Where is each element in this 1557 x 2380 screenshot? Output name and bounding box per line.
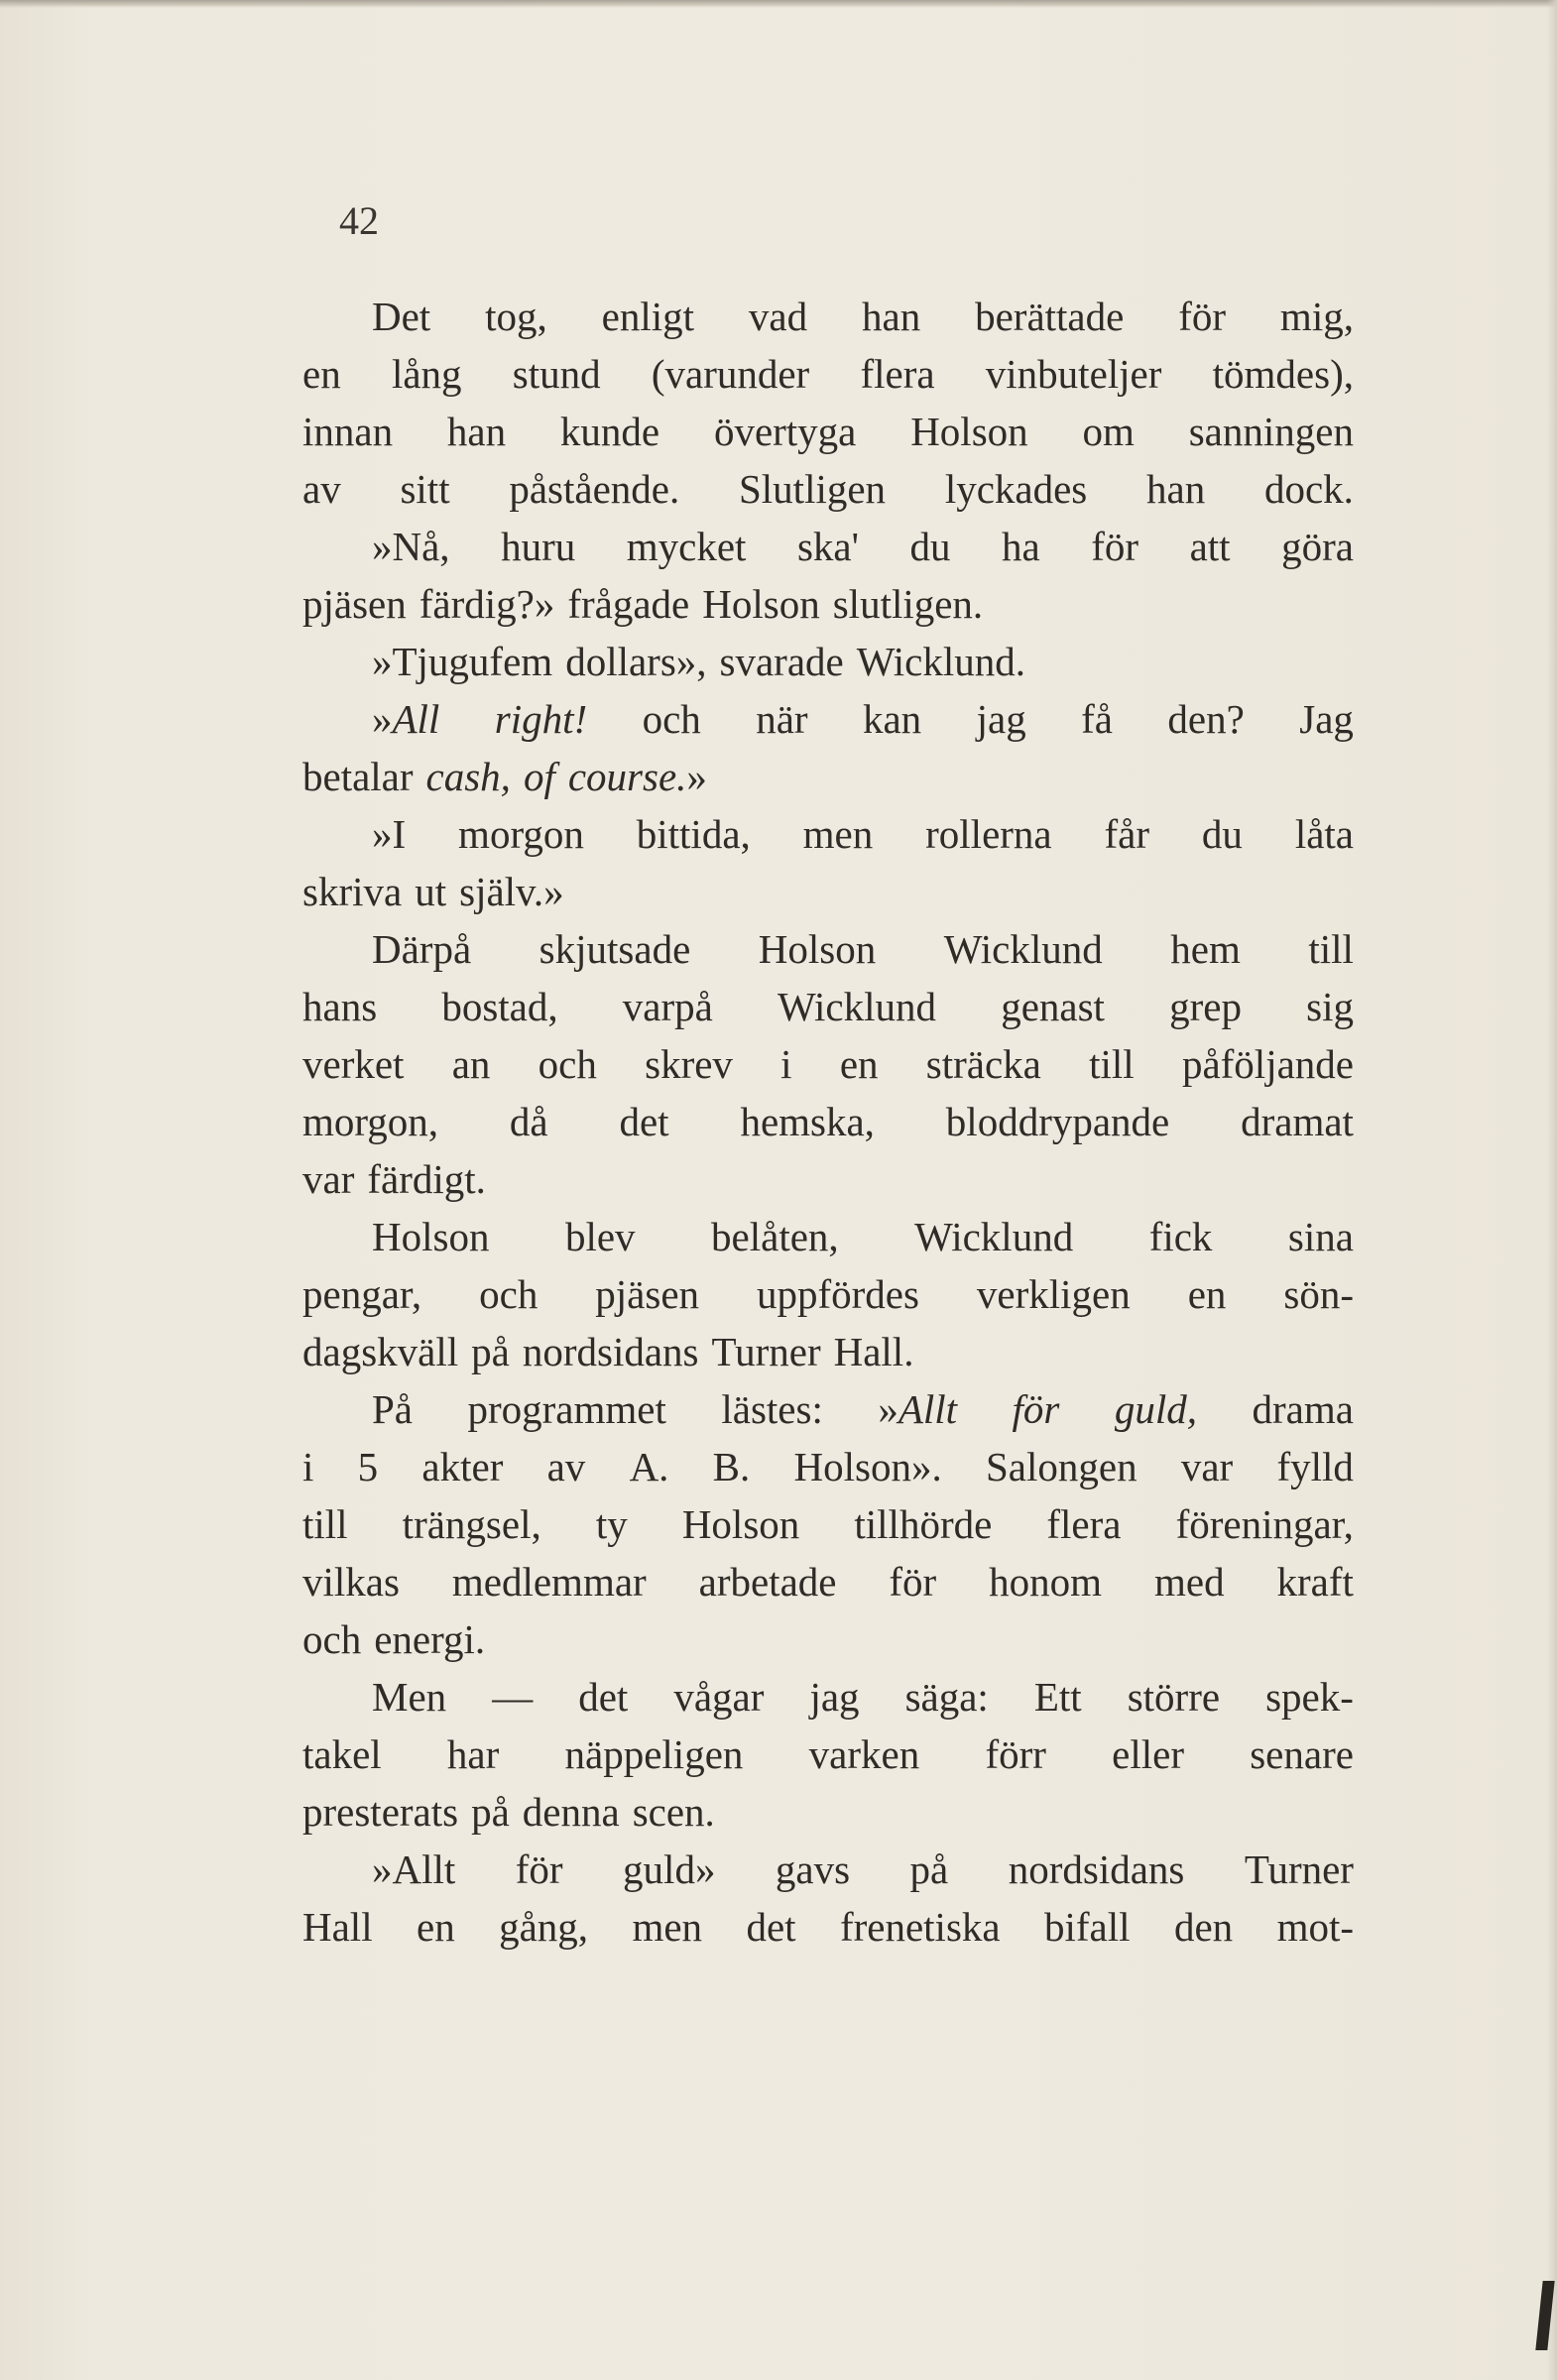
word: scen.	[632, 1789, 715, 1835]
text-line	[302, 518, 1354, 575]
word: att	[1189, 524, 1231, 569]
word: »Nå,	[372, 524, 450, 569]
word: frenetiska	[839, 1904, 1001, 1950]
word: Det	[372, 294, 431, 339]
word: han	[862, 294, 921, 339]
word: av	[546, 1444, 586, 1489]
word: hem	[1170, 926, 1241, 972]
word: Holson	[372, 1214, 490, 1259]
word: trängsel,	[402, 1501, 541, 1547]
word: På	[372, 1386, 413, 1432]
word: vinbuteljer	[985, 351, 1162, 397]
word: course.»	[567, 754, 707, 799]
text-line	[302, 1380, 1354, 1438]
text-line	[302, 1668, 1354, 1726]
word: kunde	[559, 409, 660, 454]
word: verkligen	[976, 1271, 1131, 1317]
word: sön-	[1283, 1271, 1354, 1317]
word: dramat	[1241, 1099, 1354, 1144]
word: tömdes),	[1212, 351, 1354, 397]
word: dock.	[1263, 466, 1354, 512]
word: Wicklund	[914, 1214, 1074, 1259]
word: för	[1091, 524, 1139, 569]
word: en	[417, 1904, 455, 1950]
word: huru	[501, 524, 576, 569]
word: det	[578, 1674, 629, 1720]
word: och	[538, 1041, 597, 1087]
word: göra	[1281, 524, 1354, 569]
word: men	[802, 811, 874, 857]
word: slutligen.	[832, 581, 984, 627]
text-line	[302, 748, 1354, 805]
word: nordsidans	[1008, 1846, 1185, 1892]
word: till	[302, 1501, 348, 1547]
word: vågar	[673, 1674, 765, 1720]
text-line	[302, 403, 1354, 460]
word: föreningar,	[1175, 1501, 1354, 1547]
text-line	[302, 1898, 1354, 1956]
word: right!	[494, 696, 588, 742]
word: bittida,	[636, 811, 751, 857]
text-line	[302, 1150, 1354, 1208]
word: dollars»,	[565, 639, 707, 684]
word: förr	[985, 1731, 1046, 1777]
word: påstående.	[509, 466, 680, 512]
word: då	[509, 1099, 548, 1144]
word: akter	[421, 1444, 504, 1489]
word: frågade	[567, 581, 690, 627]
word: Turner	[1244, 1846, 1354, 1892]
word: innan	[302, 409, 394, 454]
word: en	[839, 1041, 879, 1087]
word: Ett	[1033, 1674, 1082, 1720]
word: mot-	[1276, 1904, 1354, 1950]
word: enligt	[601, 294, 695, 339]
word: du	[909, 524, 951, 569]
word: Jag	[1299, 696, 1354, 742]
word: sitt	[400, 466, 450, 512]
word: B.	[712, 1444, 751, 1489]
word: du	[1201, 811, 1243, 857]
word: guld,	[1114, 1386, 1198, 1432]
word: (varunder	[651, 351, 810, 397]
word: pjäsen	[302, 581, 407, 627]
body-text	[302, 288, 1354, 1956]
word: takel	[302, 1731, 382, 1777]
word: morgon	[458, 811, 584, 857]
word: ska'	[796, 524, 859, 569]
word: det	[619, 1099, 669, 1144]
word: —	[492, 1674, 534, 1720]
word: ty	[595, 1501, 628, 1547]
word: tog,	[485, 294, 547, 339]
word: programmet	[467, 1386, 666, 1432]
word: rollerna	[925, 811, 1052, 857]
word: den?	[1167, 696, 1245, 742]
word: jag	[809, 1674, 860, 1720]
word: Turner	[711, 1329, 821, 1374]
word: belåten,	[711, 1214, 839, 1259]
word: of	[523, 754, 555, 799]
word: sina	[1287, 1214, 1354, 1259]
word: en	[1187, 1271, 1227, 1317]
word: fick	[1148, 1214, 1213, 1259]
word: stund	[512, 351, 601, 397]
text-line	[302, 1208, 1354, 1265]
word: på	[471, 1789, 510, 1835]
word: den	[1173, 1904, 1234, 1950]
word: på	[909, 1846, 949, 1892]
word: genast	[1001, 984, 1105, 1029]
word: Slutligen	[738, 466, 887, 512]
word: »I	[372, 811, 407, 857]
word: svarade	[719, 639, 844, 684]
word: gavs	[775, 1846, 851, 1892]
word: för	[1178, 294, 1227, 339]
word: har	[446, 1731, 500, 1777]
word: nordsidans	[522, 1329, 699, 1374]
text-line	[302, 805, 1354, 863]
page-number: 42	[339, 198, 379, 243]
text-line	[302, 1610, 1354, 1668]
word: »Tjugufem	[372, 639, 553, 684]
text-line	[302, 1841, 1354, 1898]
word: näppeligen	[564, 1731, 744, 1777]
word: säga:	[904, 1674, 989, 1720]
word: av	[302, 466, 341, 512]
text-line	[302, 1783, 1354, 1841]
word: arbetade	[698, 1559, 837, 1605]
word: Holson	[681, 1501, 800, 1547]
word: drama	[1252, 1386, 1354, 1432]
word: fylld	[1276, 1444, 1354, 1489]
word: varken	[808, 1731, 920, 1777]
word: eller	[1112, 1731, 1184, 1777]
word: medlemmar	[451, 1559, 647, 1605]
word: cash,	[425, 754, 511, 799]
word: »Allt	[878, 1386, 958, 1432]
word: lyckades	[944, 466, 1088, 512]
word: spek-	[1265, 1674, 1354, 1720]
word: pengar,	[302, 1271, 422, 1317]
word: Hall	[302, 1904, 373, 1950]
text-line	[302, 1323, 1354, 1380]
word: sanningen	[1188, 409, 1354, 454]
word: i	[302, 1444, 314, 1489]
text-line	[302, 633, 1354, 690]
word: flera	[1046, 1501, 1122, 1547]
text-line	[302, 1438, 1354, 1495]
word: Holson	[910, 409, 1028, 454]
word: när	[756, 696, 808, 742]
word: och	[302, 1616, 362, 1662]
text-line	[302, 1553, 1354, 1610]
word: tillhörde	[854, 1501, 993, 1547]
word: bostad,	[441, 984, 558, 1029]
word: Holson	[702, 581, 820, 627]
word: mycket	[626, 524, 747, 569]
word: en	[302, 351, 341, 397]
word: an	[451, 1041, 491, 1087]
word: 5	[357, 1444, 379, 1489]
word: berättade	[975, 294, 1125, 339]
word: skriva	[302, 869, 403, 914]
word: Men	[372, 1674, 447, 1720]
page-right-edge	[1547, 0, 1557, 2380]
word: lång	[391, 351, 462, 397]
word: uppfördes	[756, 1271, 919, 1317]
word: senare	[1250, 1731, 1354, 1777]
word: betalar	[302, 754, 414, 799]
word: men	[632, 1904, 703, 1950]
word: blev	[564, 1214, 636, 1259]
word: hans	[302, 984, 378, 1029]
word: lästes:	[721, 1386, 823, 1432]
word: verket	[302, 1041, 405, 1087]
word: vilkas	[302, 1559, 400, 1605]
word: i	[780, 1041, 792, 1087]
word: ut	[415, 869, 447, 914]
word: grep	[1169, 984, 1242, 1029]
text-line	[302, 1265, 1354, 1323]
word: sig	[1306, 984, 1354, 1029]
word: morgon,	[302, 1099, 439, 1144]
word: för	[889, 1559, 937, 1605]
word: presterats	[302, 1789, 459, 1835]
word: Wicklund	[943, 926, 1103, 972]
word: påföljande	[1181, 1041, 1354, 1087]
word: Wicklund.	[856, 639, 1026, 684]
text-line	[302, 978, 1354, 1035]
text-line	[302, 288, 1354, 345]
word: större	[1127, 1674, 1221, 1720]
word: det	[746, 1904, 796, 1950]
word: Wicklund	[777, 984, 937, 1029]
word: bloddrypande	[945, 1099, 1170, 1144]
word: låta	[1294, 811, 1354, 857]
word: energi.	[374, 1616, 486, 1662]
word: för	[1012, 1386, 1060, 1432]
word: till	[1308, 926, 1354, 972]
word: jag	[976, 696, 1026, 742]
word: »Allt	[372, 1846, 456, 1892]
word: med	[1154, 1559, 1225, 1605]
text-line	[302, 863, 1354, 920]
word: får	[1104, 811, 1150, 857]
word: vad	[748, 294, 808, 339]
word: denna	[522, 1789, 620, 1835]
word: själv.»	[459, 869, 564, 914]
word: Salongen	[986, 1444, 1138, 1489]
word: färdig?»	[419, 581, 555, 627]
word: skrev	[645, 1041, 733, 1087]
text-line	[302, 1093, 1354, 1150]
word: han	[1146, 466, 1206, 512]
word: om	[1082, 409, 1135, 454]
word: och	[642, 696, 701, 742]
text-line	[302, 920, 1354, 978]
word: var	[1180, 1444, 1234, 1489]
text-line	[302, 460, 1354, 518]
word: flera	[860, 351, 935, 397]
word: ha	[1002, 524, 1040, 569]
page-top-edge	[0, 0, 1557, 8]
text-line	[302, 345, 1354, 403]
word: han	[446, 409, 507, 454]
word: dagskväll	[302, 1329, 459, 1374]
word: gång,	[499, 1904, 589, 1950]
text-line	[302, 575, 1354, 633]
text-line	[302, 1726, 1354, 1783]
word: guld»	[623, 1846, 716, 1892]
word: hemska,	[740, 1099, 875, 1144]
text-line	[302, 1495, 1354, 1553]
word: Hall.	[833, 1329, 914, 1374]
word: få	[1081, 696, 1113, 742]
word: sträcka	[925, 1041, 1041, 1087]
word: Holson	[758, 926, 877, 972]
word: bifall	[1044, 1904, 1131, 1950]
text-line	[302, 1035, 1354, 1093]
word: pjäsen	[595, 1271, 700, 1317]
word: mig,	[1279, 294, 1354, 339]
word: och	[479, 1271, 539, 1317]
word: A.	[629, 1444, 669, 1489]
word: var	[302, 1156, 355, 1202]
text-line	[302, 690, 1354, 748]
word: Holson».	[793, 1444, 942, 1489]
word: färdigt.	[367, 1156, 486, 1202]
word: »All	[372, 696, 440, 742]
word: kan	[862, 696, 922, 742]
word: på	[471, 1329, 510, 1374]
word: honom	[989, 1559, 1103, 1605]
word: kraft	[1276, 1559, 1354, 1605]
word: varpå	[622, 984, 713, 1029]
word: till	[1089, 1041, 1135, 1087]
word: skjutsade	[539, 926, 691, 972]
word: Därpå	[372, 926, 472, 972]
word: övertyga	[713, 409, 857, 454]
word: för	[515, 1846, 563, 1892]
